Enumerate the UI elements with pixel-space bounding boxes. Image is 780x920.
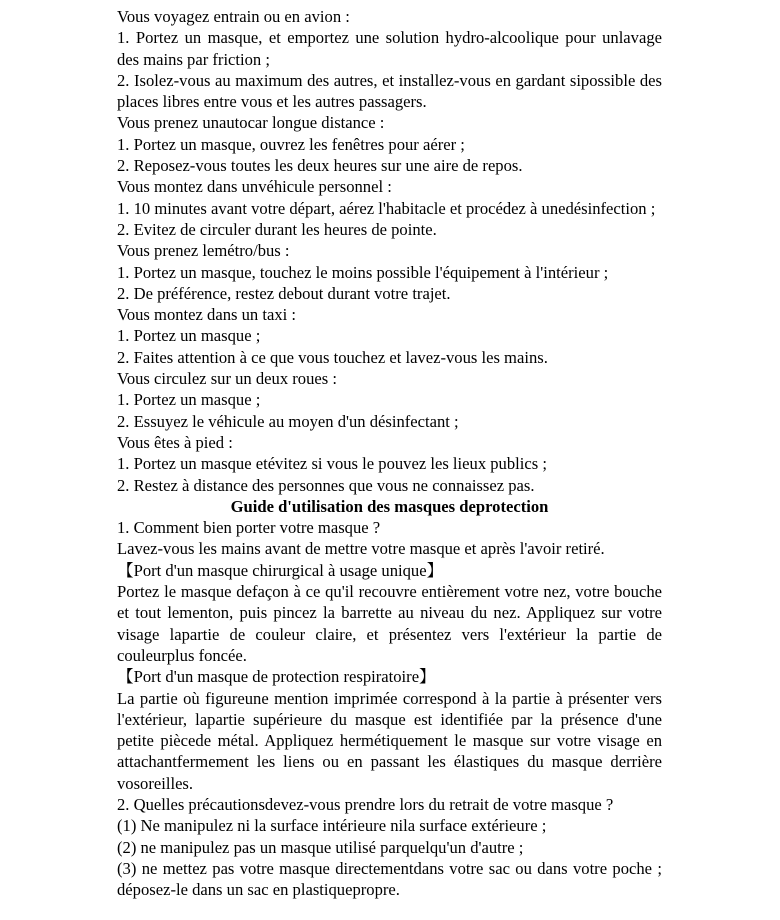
list-item: 1. 10 minutes avant votre départ, aérez l'habitacle et procédez à unedésinfection ; (117, 198, 656, 218)
surgical-mask-title: 【Port d'un masque chirurgical à usage unique】 (117, 560, 444, 580)
respirator-mask-title: 【Port d'un masque de protection respiratoire】 (117, 667, 436, 687)
question-2: 2. Quelles précautionsdevez-vous prendre lors du retrait de votre masque ? (117, 794, 614, 814)
list-item: 2. Isolez-vous au maximum des autres, et installez-vous en gardant sipossible des places libres entre vous et les autres passagers. (117, 70, 662, 112)
list-item: 2. De préférence, restez debout durant votre trajet. (117, 283, 451, 303)
list-item: (2) ne manipulez pas un masque utilisé parquelqu'un d'autre ; (117, 837, 524, 857)
list-item: 1. Portez un masque, et emportez une solution hydro-alcoolique pour unlavage des mains par friction ; (117, 28, 662, 69)
list-item: 1. Portez un masque ; (117, 326, 261, 346)
respirator-mask-text: La partie où figureune mention imprimée correspond à la partie à présenter vers l'extérieur, lapartie supérieure du masque est identifiée par la présence d'une petite piècede métal. Appliquez hermétiquement le masque sur votre visage en attachantfermement les liens ou en passant les élastiques du masque derrière vosoreilles. (117, 688, 662, 793)
list-item: 2. Reposez-vous toutes les deux heures sur une aire de repos. (117, 156, 523, 176)
list-item: 2. Essuyez le véhicule au moyen d'un désinfectant ; (117, 411, 459, 431)
list-item: (1) Ne manipulez ni la surface intérieure nila surface extérieure ; (117, 816, 547, 836)
list-item: 2. Evitez de circuler durant les heures de pointe. (117, 219, 437, 239)
document-page (117, 6, 662, 900)
list-item: 1. Portez un masque etévitez si vous le pouvez les lieux publics ; (117, 454, 547, 474)
section-title-metro-bus: Vous prenez lemétro/bus : (117, 241, 290, 261)
list-item: 1. Portez un masque, ouvrez les fenêtres pour aérer ; (117, 134, 465, 154)
list-item: (3) ne mettez pas votre masque directementdans votre sac ou dans votre poche ; déposez-le dans un sac en plastiquepropre. (117, 858, 662, 900)
section-title-car: Vous montez dans unvéhicule personnel : (117, 177, 392, 197)
question-1: 1. Comment bien porter votre masque ? (117, 518, 381, 538)
section-title-on-foot: Vous êtes à pied : (117, 432, 233, 452)
list-item: 2. Restez à distance des personnes que vous ne connaissez pas. (117, 475, 535, 495)
section-title-two-wheels: Vous circulez sur un deux roues : (117, 369, 337, 389)
surgical-mask-text: Portez le masque defaçon à ce qu'il recouvre entièrement votre nez, votre bouche et tout lementon, puis pincez la barrette au niveau du nez. Appliquez sur votre visage lapartie de couleur claire, et présentez vers l'extérieur la partie de couleurplus foncée. (117, 582, 662, 665)
list-item: 2. Faites attention à ce que vous touchez et lavez-vous les mains. (117, 347, 548, 367)
section-title-taxi: Vous montez dans un taxi : (117, 305, 296, 325)
section-title-coach: Vous prenez unautocar longue distance : (117, 113, 385, 133)
list-item: 1. Portez un masque ; (117, 390, 261, 410)
section-title-train-plane: Vous voyagez entrain ou en avion : (117, 7, 350, 26)
question-1-intro: Lavez-vous les mains avant de mettre votre masque et après l'avoir retiré. (117, 539, 605, 559)
guide-heading: Guide d'utilisation des masques deprotection (230, 496, 549, 516)
list-item: 1. Portez un masque, touchez le moins possible l'équipement à l'intérieur ; (117, 262, 609, 282)
